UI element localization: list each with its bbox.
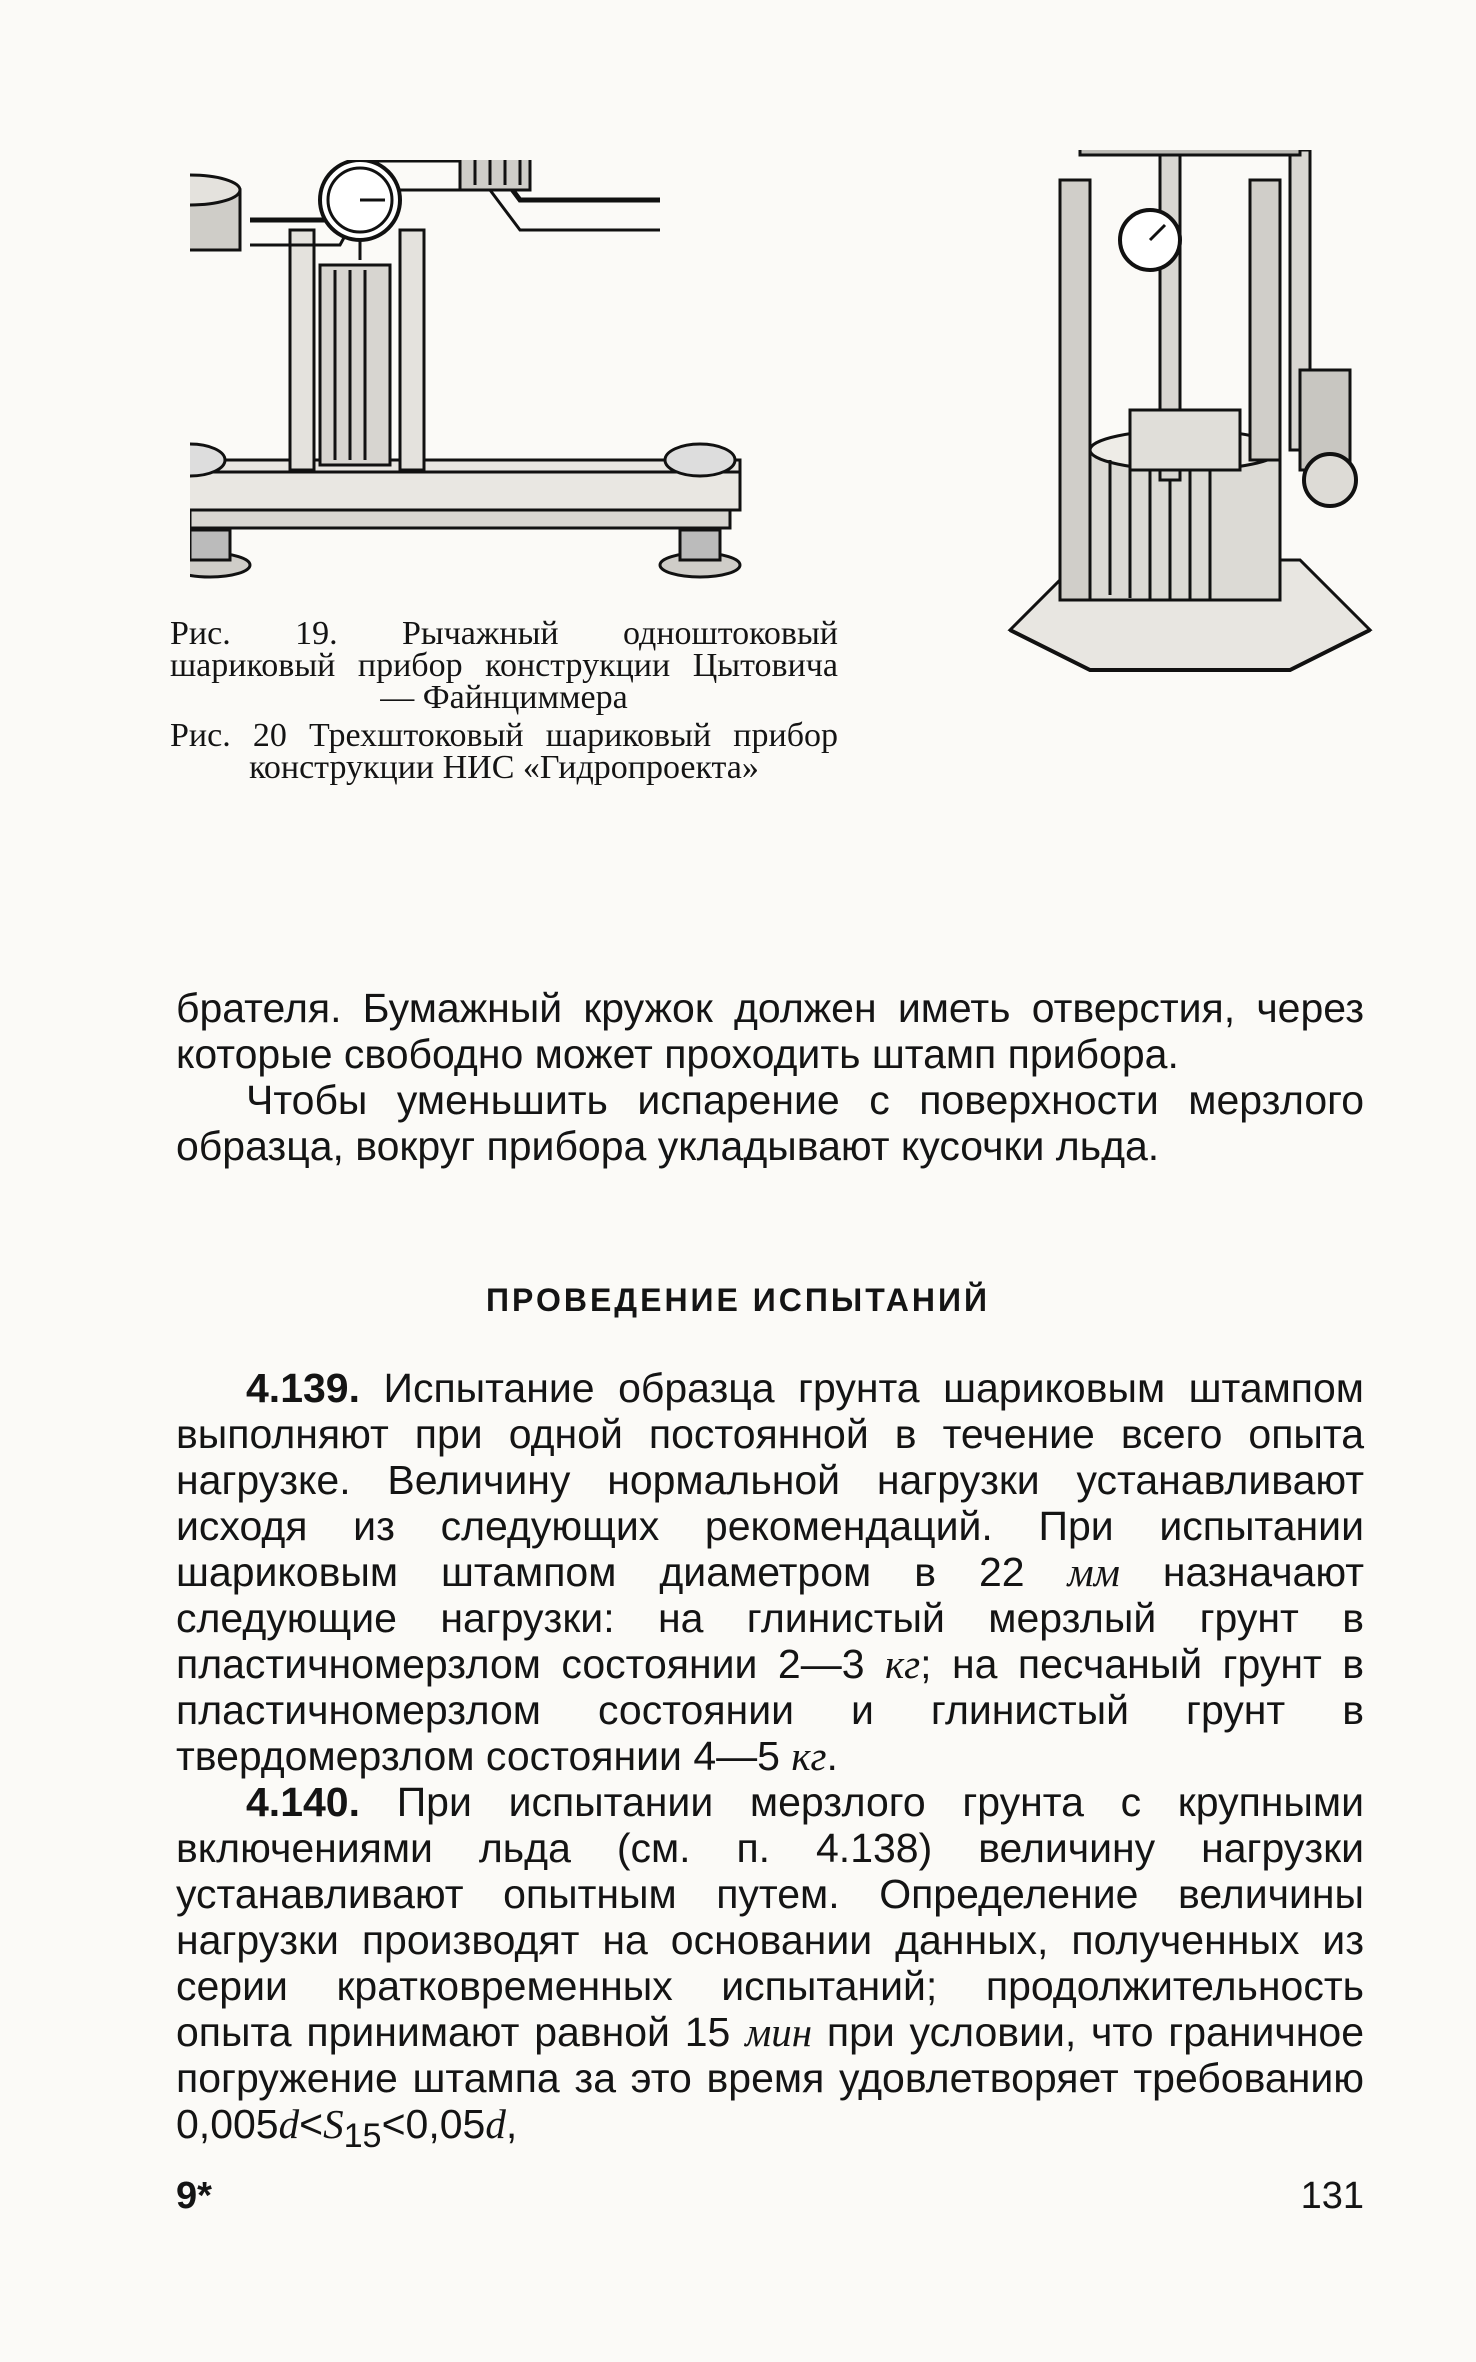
unit-mm: мм: [1067, 1549, 1120, 1595]
unit-min: мин: [745, 2009, 813, 2055]
lever-ball-penetrometer-illustration: [190, 160, 890, 600]
paragraph-continuation: брателя. Бумажный кружок должен иметь отверстия, через которые свободно может проходить штамп прибора.: [176, 985, 1364, 1077]
var-d: d: [278, 2101, 300, 2147]
item-text: при условии, что граничное погружение штампа за это время удовлетворяет требованию 0,005: [176, 2009, 1364, 2147]
var-d: d: [485, 2101, 506, 2147]
item-text: ,: [505, 2101, 518, 2147]
caption-fig-20: Рис. 20 Трехштоковый шариковый прибор конструкции НИС «Гидропроекта»: [170, 717, 838, 786]
item-text: 0,05: [405, 2101, 486, 2147]
signature-mark: 9*: [176, 2175, 212, 2217]
less-than-sign: <: [299, 2101, 324, 2147]
item-4-139: [176, 1365, 1364, 1779]
item-text: Испытание образца грунта шариковым штампом выполняют при одной постоянной в течение всего опыта нагрузке. Величину нормальной нагрузки устанавливают исходя из следующих рекомендаций. При испытании шариковым штампом диаметром в 22: [176, 1365, 1364, 1595]
figure-captions: [170, 615, 838, 790]
item-number: 4.140.: [246, 1779, 360, 1825]
item-text: ; на песчаный грунт в пластичномерзлом состоянии и глинистый грунт в твердомерзлом состоянии 4—5: [176, 1641, 1364, 1779]
page-number: 131: [1300, 2175, 1364, 2217]
unit-kg: кг: [791, 1733, 827, 1779]
less-than-sign: <: [381, 2101, 406, 2147]
section-heading: ПРОВЕДЕНИЕ ИСПЫТАНИЙ: [486, 1282, 990, 1318]
caption-fig-19: Рис. 19. Рычажный одноштоковый шариковый прибор конструкции Цытовича — Файнциммера: [170, 615, 838, 716]
item-number: 4.139.: [246, 1365, 360, 1411]
subscript-15: 15: [343, 2117, 382, 2156]
paragraph-block-1: [176, 985, 1364, 1169]
item-text: При испытании мерзлого грунта с крупными включениями льда (см. п. 4.138) величину нагрузки устанавливают опытным путем. Определение величины нагрузки производят на основании данных, полученных из серии кратковременных испытаний; продолжительность опыта принимают равной 15: [176, 1779, 1364, 2055]
unit-kg: кг: [884, 1641, 921, 1687]
paragraph-block-2: [176, 1365, 1364, 2159]
three-rod-ball-penetrometer-illustration: [1000, 150, 1380, 770]
item-text: .: [826, 1733, 838, 1779]
var-s: S: [323, 2101, 344, 2147]
paragraph-ice: Чтобы уменьшить испарение с поверхности мерзлого образца, вокруг прибора укладывают кусочки льда.: [176, 1077, 1364, 1169]
item-text: назначают следующие нагрузки: на глинистый мерзлый грунт в пластичномерзлом состоянии 2—3: [176, 1549, 1364, 1687]
item-4-140: [176, 1779, 1364, 2159]
